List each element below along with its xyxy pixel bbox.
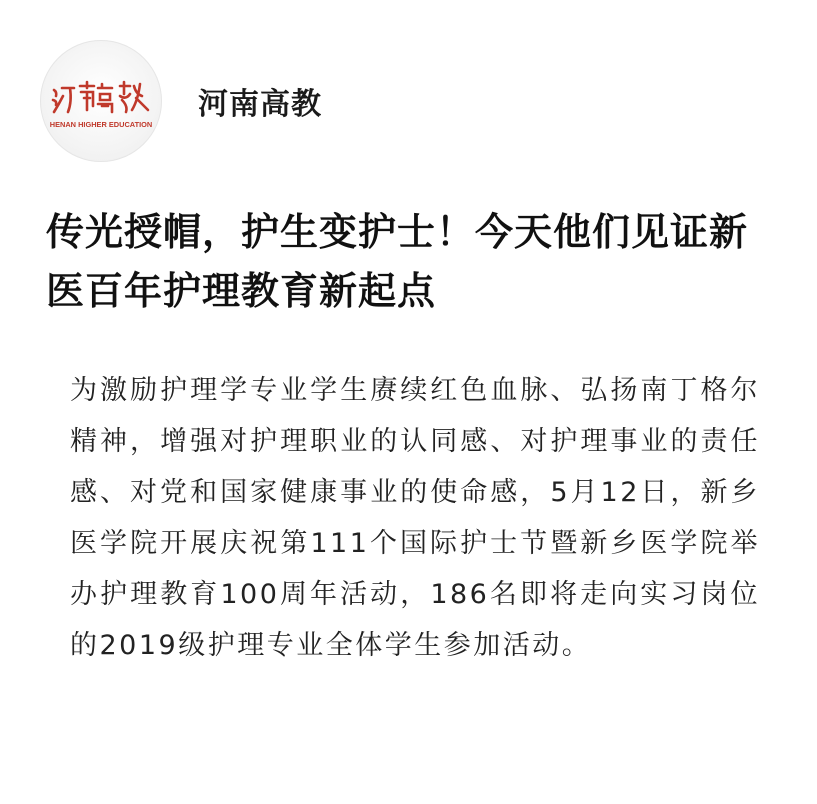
article-paragraph: 为激励护理学专业学生赓续红色血脉、弘扬南丁格尔精神，增强对护理职业的认同感、对护理事业的责任感、对党和国家健康事业的使命感，5月12日，新乡医学院开展庆祝第111个国际护士节暨新乡医学院举办护理教育100周年活动，186名即将走向实习岗位的2019级护理专业全体学生参加活动。 [70, 375, 760, 661]
henan-higher-education-logo [40, 40, 162, 162]
account-name[interactable]: 河南高教 [198, 87, 322, 122]
account-avatar[interactable] [40, 40, 162, 162]
svg-text:HENAN HIGHER EDUCATION: HENAN HIGHER EDUCATION [49, 120, 153, 129]
account-header [40, 40, 322, 162]
article-title: 传光授帽，护生变护士！今天他们见证新医百年护理教育新起点 [46, 210, 749, 313]
